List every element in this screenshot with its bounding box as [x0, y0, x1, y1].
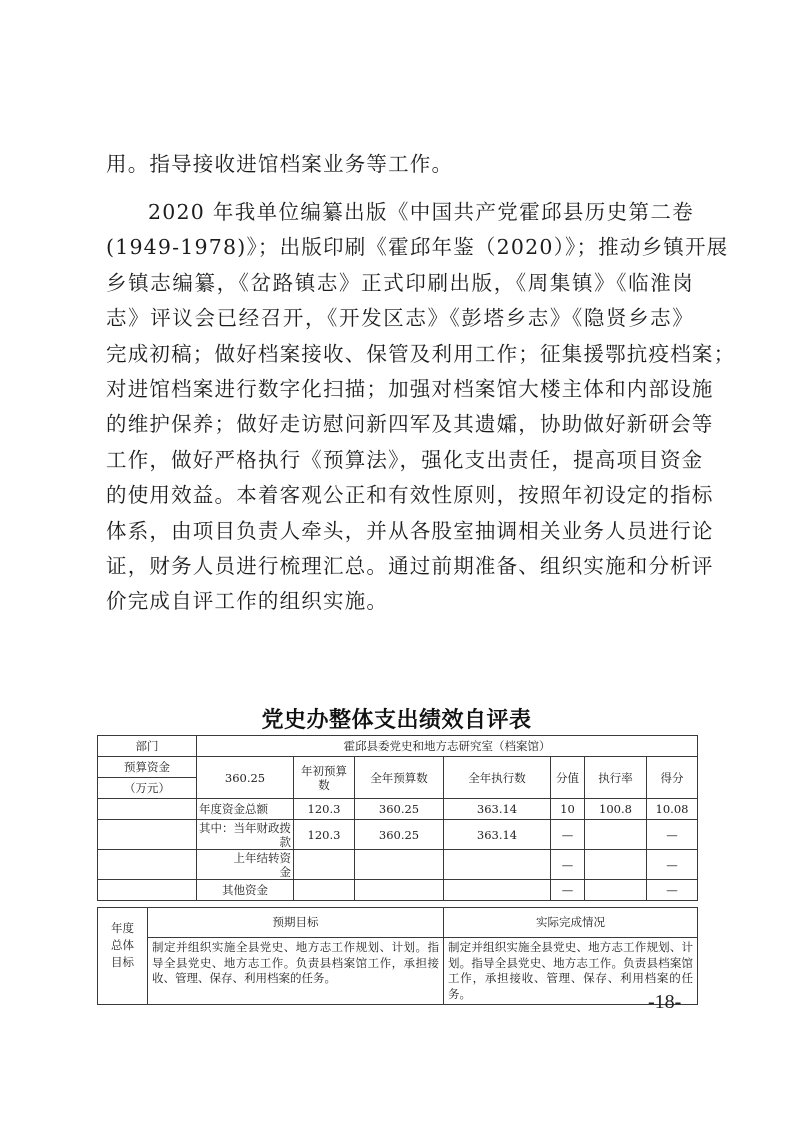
- department-value: 霍邱县委党史和地方志研究室（档案馆）: [197, 736, 698, 757]
- body-paragraph: [106, 195, 736, 620]
- paragraph-line: (1949-1978)》；出版印刷《霍邱年鉴（2020）》；推动乡镇开展: [106, 235, 729, 260]
- performance-table: [97, 735, 698, 901]
- table-row: [98, 850, 698, 880]
- cell-execution-rate: [585, 820, 647, 850]
- table-title: 党史办整体支出绩效自评表: [261, 707, 532, 733]
- cell-annual-budget: 360.25: [355, 820, 444, 850]
- header-initial-budget: 年初预算数: [294, 757, 355, 799]
- cell-score: 10.08: [647, 799, 698, 820]
- budget-unit-label: （万元）: [98, 778, 197, 799]
- row-blank-cell: [98, 820, 197, 850]
- row-label: 其他资金: [197, 880, 294, 901]
- paragraph-line: 完成初稿；做好档案接收、保管及利用工作；征集援鄂抗疫档案；: [106, 341, 736, 366]
- cell-score-value: 10: [551, 799, 585, 820]
- cell-annual-budget: 360.25: [355, 799, 444, 820]
- budget-label: 预算资金: [98, 757, 197, 778]
- header-annual-execution: 全年执行数: [444, 757, 551, 799]
- cell-score-value: —: [551, 820, 585, 850]
- cell-score: —: [647, 880, 698, 901]
- cell-annual-budget: [355, 880, 444, 901]
- header-score-value: 分值: [551, 757, 585, 799]
- header-annual-budget: 全年预算数: [355, 757, 444, 799]
- cell-execution-rate: [585, 880, 647, 901]
- cell-initial-budget: 120.3: [294, 799, 355, 820]
- row-blank-cell: [98, 799, 197, 820]
- table-row: [98, 820, 698, 850]
- paragraph-line: 价完成自评工作的组织实施。: [106, 589, 389, 614]
- row-label: 上年结转资金: [197, 850, 294, 880]
- cell-score: —: [647, 850, 698, 880]
- goals-content-row: [98, 938, 698, 1005]
- expected-goal-text: 制定并组织实施全县党史、地方志工作规划、计划。指导全县党史、地方志工作。负责县档案馆工作，承担接收、管理、保存、利用档案的任务。: [148, 938, 444, 1005]
- cell-initial-budget: [294, 850, 355, 880]
- goals-header-row: [98, 908, 698, 938]
- cell-annual-execution: 363.14: [444, 799, 551, 820]
- header-row: [98, 757, 698, 778]
- cell-execution-rate: [585, 850, 647, 880]
- department-label: 部门: [98, 736, 197, 757]
- annual-goals-table: [97, 907, 698, 1005]
- cell-score-value: —: [551, 850, 585, 880]
- header-score: 得分: [647, 757, 698, 799]
- row-blank-cell: [98, 850, 197, 880]
- budget-total: 360.25: [197, 757, 294, 799]
- expected-goal-header: 预期目标: [148, 908, 444, 938]
- row-label: 年度资金总额: [197, 799, 294, 820]
- paragraph-line: 的使用效益。本着客观公正和有效性原则，按照年初设定的指标: [106, 483, 714, 508]
- cell-initial-budget: 120.3: [294, 820, 355, 850]
- page-number: -18-: [648, 991, 682, 1013]
- paragraph-line: 乡镇志编纂，《岔路镇志》正式印刷出版，《周集镇》《临淮岗: [106, 270, 694, 295]
- paragraph-continuation: 用。指导接收进馆档案业务等工作。: [106, 152, 454, 176]
- cell-score-value: —: [551, 880, 585, 901]
- row-blank-cell: [98, 880, 197, 901]
- cell-score: —: [647, 820, 698, 850]
- goals-row-label: 年度总体目标: [110, 921, 134, 969]
- paragraph-line: 证，财务人员进行梳理汇总。通过前期准备、组织实施和分析评: [106, 553, 714, 578]
- paragraph-line: 对进馆档案进行数字化扫描；加强对档案馆大楼主体和内部设施: [106, 376, 714, 401]
- department-row: [98, 736, 698, 757]
- cell-initial-budget: [294, 880, 355, 901]
- cell-execution-rate: 100.8: [585, 799, 647, 820]
- cell-annual-budget: [355, 850, 444, 880]
- actual-completion-header: 实际完成情况: [444, 908, 698, 938]
- table-row: [98, 880, 698, 901]
- actual-completion-text: 制定并组织实施全县党史、地方志工作规划、计划。指导全县党史、地方志工作。负责县档案馆工作，承担接收、管理、保存、利用档案的任务。: [444, 938, 698, 1005]
- cell-annual-execution: [444, 850, 551, 880]
- paragraph-line: 体系，由项目负责人牵头，并从各股室抽调相关业务人员进行论: [106, 518, 714, 543]
- paragraph-line: 工作，做好严格执行《预算法》，强化支出责任，提高项目资金: [106, 447, 704, 472]
- cell-annual-execution: [444, 880, 551, 901]
- paragraph-line: 2020 年我单位编纂出版《中国共产党霍邱县历史第二卷: [148, 200, 694, 224]
- goals-row-label-cell: [98, 908, 148, 1005]
- table-row: [98, 799, 698, 820]
- paragraph-line: 的维护保养；做好走访慰问新四军及其遗孀，协助做好新研会等: [106, 412, 714, 437]
- cell-annual-execution: 363.14: [444, 820, 551, 850]
- header-execution-rate: 执行率: [585, 757, 647, 799]
- paragraph-line: 志》评议会已经召开，《开发区志》《彭塔乡志》《隐贤乡志》: [106, 306, 694, 331]
- row-label: 其中：当年财政拨款: [197, 820, 294, 850]
